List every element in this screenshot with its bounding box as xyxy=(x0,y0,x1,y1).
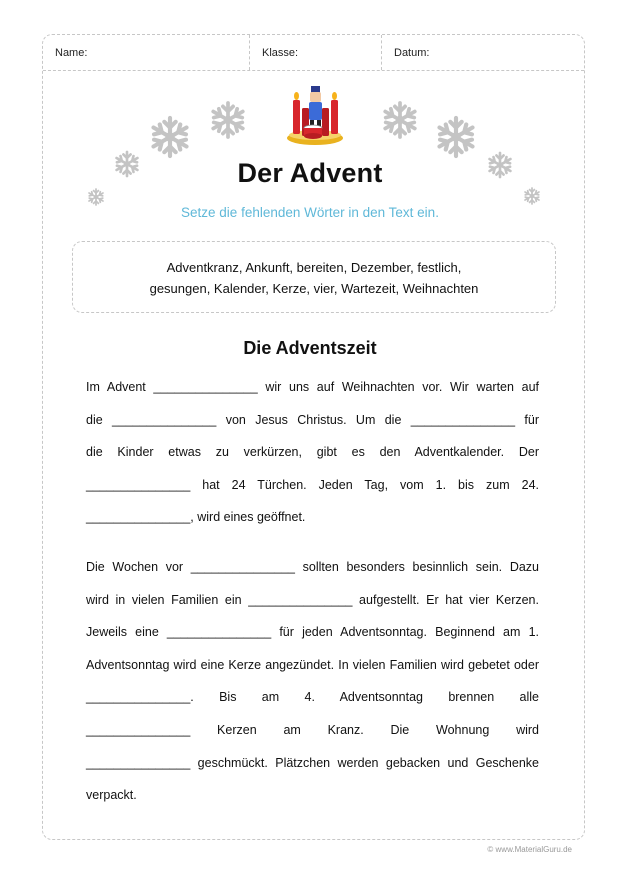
text-line: Jeweils eine _______________ für jeden Adventsonntag. Beginnend am 1. xyxy=(86,625,539,640)
text-line: _______________ geschmückt. Plätzchen werden gebacken und Geschenke xyxy=(86,755,539,770)
text-line: die Kinder etwas zu verkürzen, gibt es den Adventkalender. Der xyxy=(86,445,539,460)
instruction-subtitle: Setze die fehlenden Wörter in den Text ein. xyxy=(181,205,439,220)
paragraph-2 xyxy=(86,558,539,819)
snowflake-icon xyxy=(153,118,186,156)
text-line: Adventsonntag wird eine Kerze angezündet. In vielen Familien wird gebetet oder xyxy=(86,657,539,672)
datum-label: Datum: xyxy=(394,47,430,59)
text-line: die _______________ von Jesus Christus. Um die _______________ für xyxy=(86,412,539,427)
page-title: Der Advent xyxy=(237,158,383,188)
word-bank-line: gesungen, Kalender, Kerze, vier, Wartezeit, Weihnachten xyxy=(149,281,479,296)
snowflake-icon xyxy=(525,188,539,204)
text-line: wird in vielen Familien ein _______________ aufgestellt. Er hat vier Kerzen. xyxy=(86,592,539,607)
name-label: Name: xyxy=(55,47,88,59)
snowflake-icon xyxy=(89,189,103,205)
paragraph-1 xyxy=(86,378,539,541)
text-line: Im Advent _______________ wir uns auf Weihnachten vor. Wir warten auf xyxy=(86,380,539,394)
word-bank-box xyxy=(72,241,556,313)
text-line: Die Wochen vor _______________ sollten besonders besinnlich sein. Dazu xyxy=(86,560,539,574)
text-line: _______________ Kerzen am Kranz. Die Wohnung wird xyxy=(86,722,539,737)
copyright-footer: © www.MaterialGuru.de xyxy=(487,845,572,854)
text-line: _______________. Bis am 4. Adventsonntag brennen alle xyxy=(86,690,539,705)
word-bank-line: Adventkranz, Ankunft, bereiten, Dezember, festlich, xyxy=(166,260,462,275)
section-title: Die Adventszeit xyxy=(243,338,377,358)
klasse-label: Klasse: xyxy=(262,47,299,59)
advent-wreath-icon xyxy=(287,86,343,145)
text-line: _______________ hat 24 Türchen. Jeden Tag, vom 1. bis zum 24. xyxy=(86,477,539,492)
snowflake-icon xyxy=(439,118,472,156)
snowflake-icon xyxy=(385,103,415,137)
text-line: verpackt. xyxy=(86,788,137,803)
text-line: _______________, wird eines geöffnet. xyxy=(86,510,306,525)
snowflake-icon xyxy=(213,103,243,137)
